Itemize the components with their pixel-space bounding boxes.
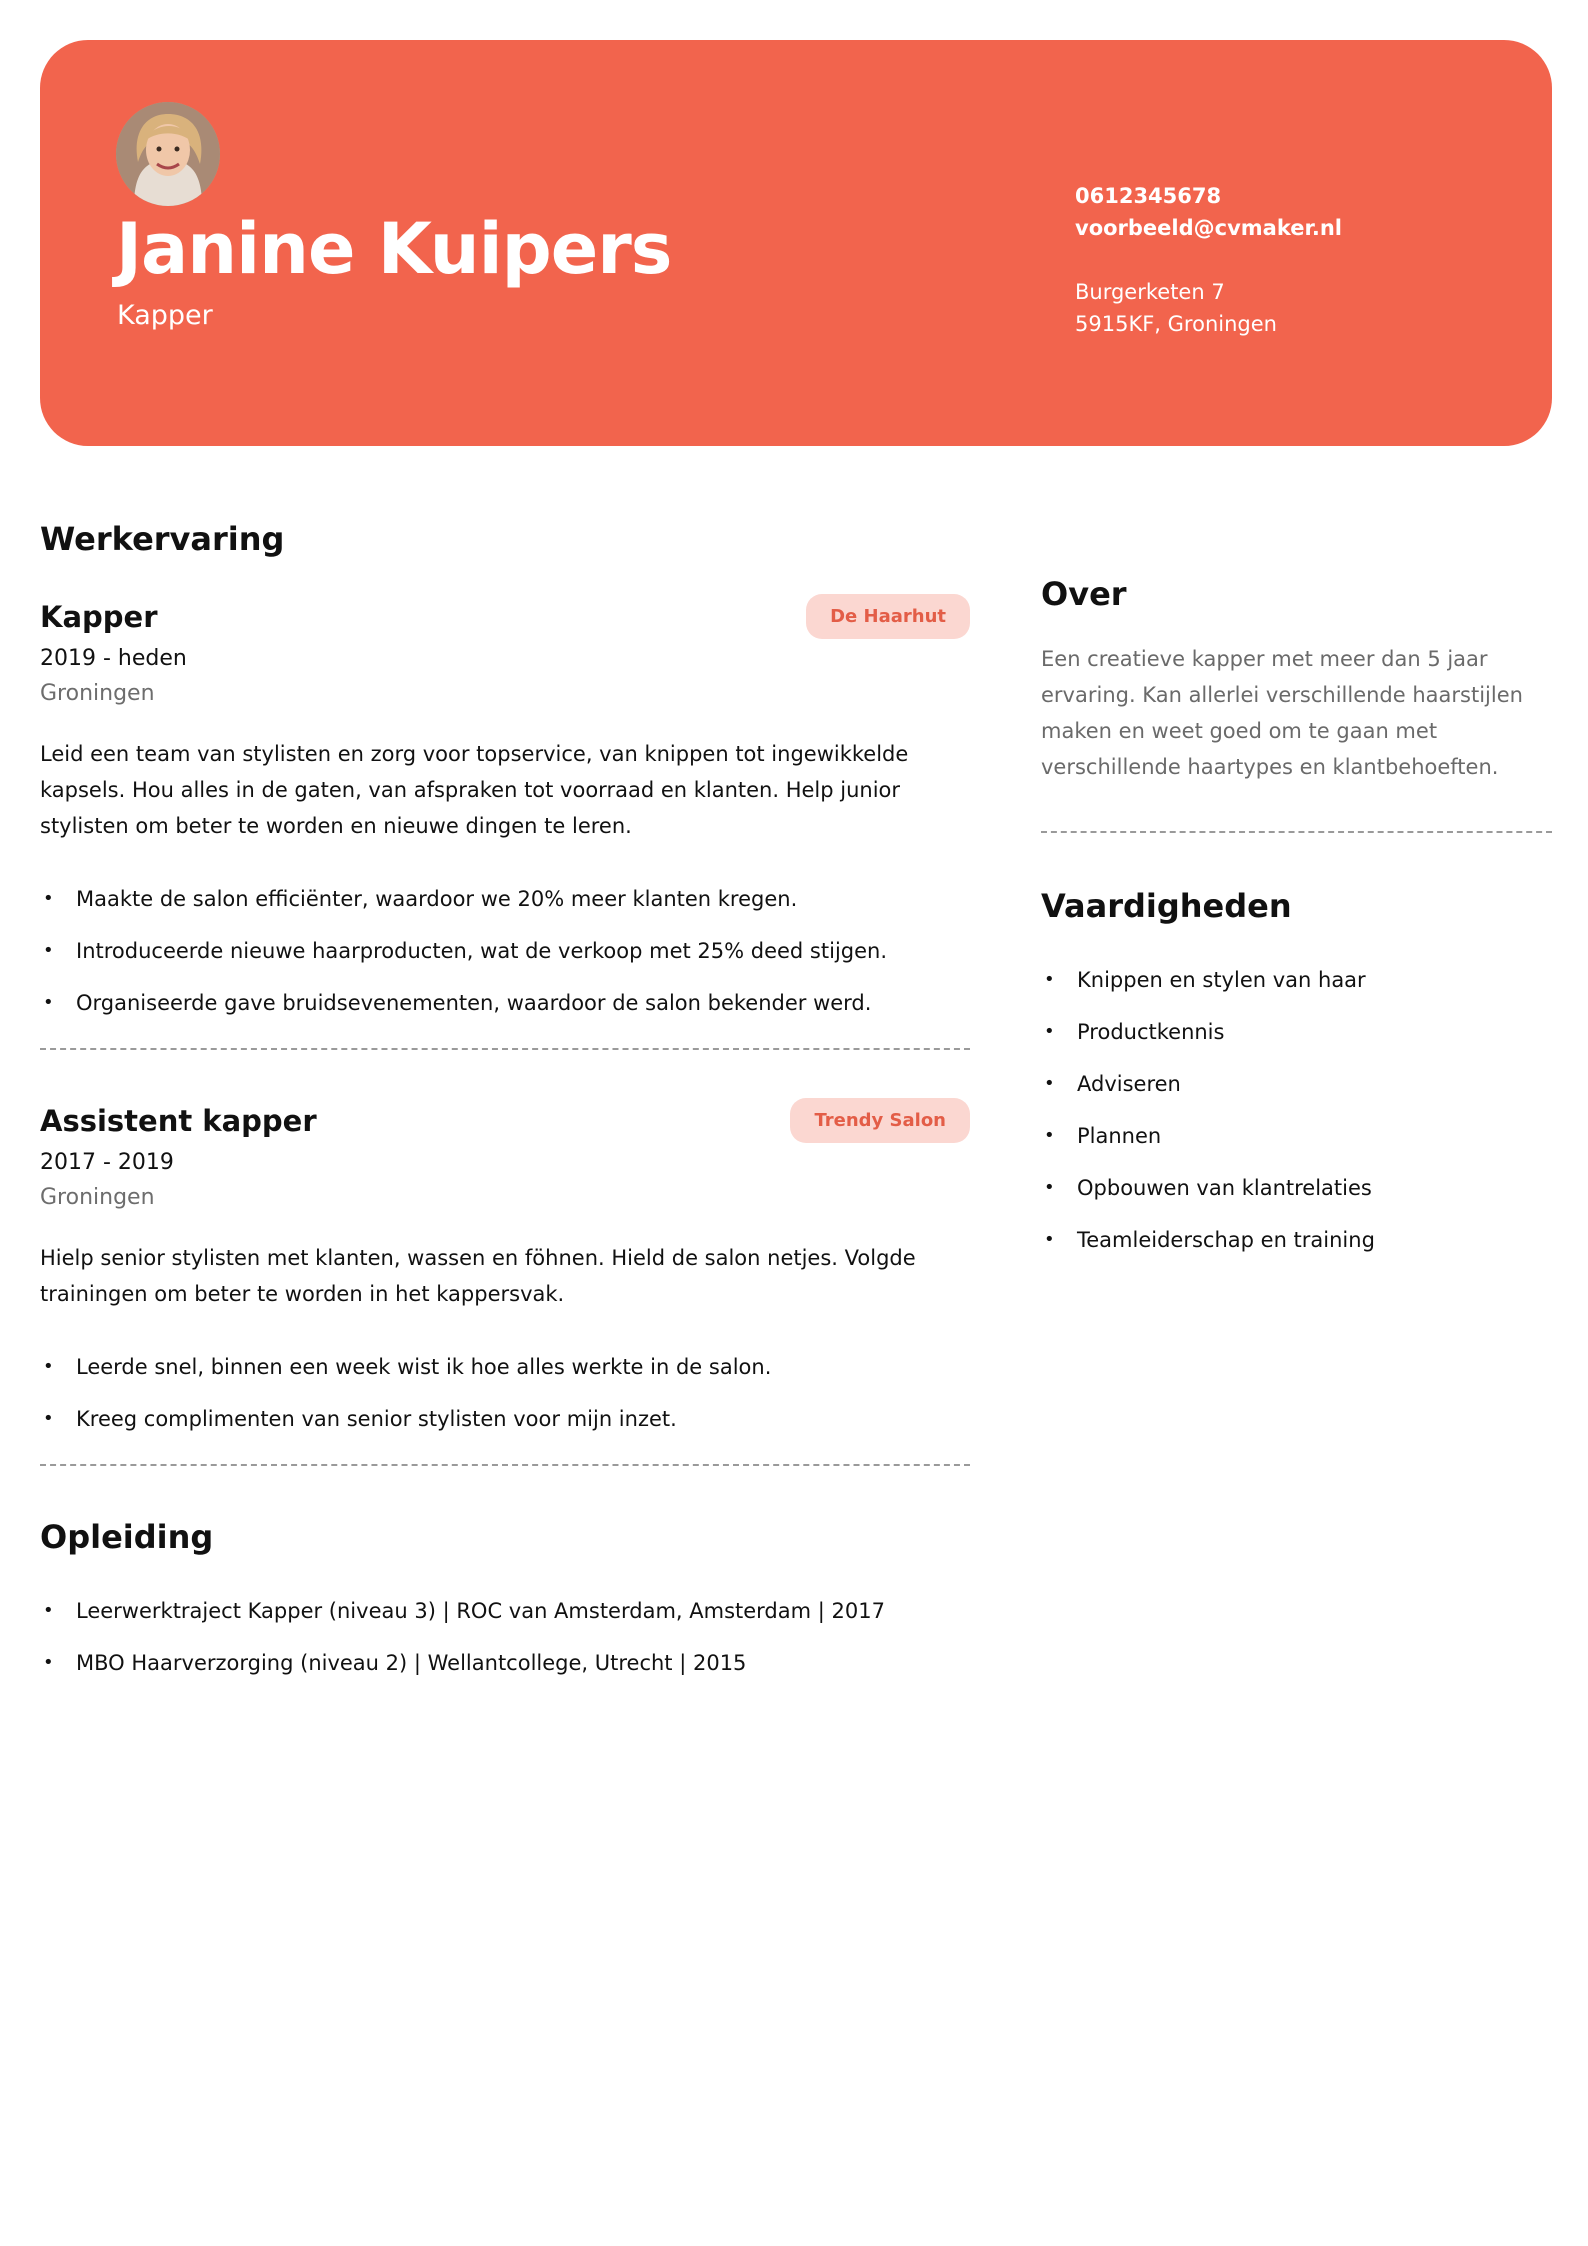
- about-heading: Over: [1041, 575, 1127, 613]
- list-item: • Leerde snel, binnen een week wist ik hoe alles werkte in de salon.: [40, 1352, 970, 1382]
- job-entry: [40, 1104, 970, 1434]
- job-title: Kapper: [40, 600, 158, 634]
- phone-number: 0612345678: [1075, 184, 1222, 208]
- contact-block: [1075, 180, 1342, 340]
- job-city: Groningen: [40, 1185, 155, 1210]
- about-text: Een creatieve kapper met meer dan 5 jaar ervaring. Kan allerlei verschillende haarstijlen maken en weet goed om te gaan met verschillende haartypes en klantbehoeften.: [1041, 647, 1523, 779]
- company-badge: De Haarhut: [806, 594, 970, 639]
- list-item: • Opbouwen van klantrelaties: [1041, 1173, 1552, 1203]
- list-item: • Maakte de salon efficiënter, waardoor we 20% meer klanten kregen.: [40, 884, 970, 914]
- address-line-1: Burgerketen 7: [1075, 280, 1225, 304]
- education-list: [40, 1596, 970, 1678]
- job-achievements: [40, 884, 970, 1018]
- job-city: Groningen: [40, 681, 155, 706]
- divider: [40, 1048, 970, 1050]
- skills-list: [1041, 965, 1552, 1255]
- portrait-image: [116, 102, 220, 206]
- job-description: Leid een team van stylisten en zorg voor topservice, van knippen tot ingewikkelde kapsels. Hou alles in de gaten, van afspraken tot voorraad en klanten. Help junior stylisten om beter te worden en nieuwe dingen te leren.: [40, 742, 909, 838]
- list-item: • Organiseerde gave bruidsevenementen, waardoor de salon bekender werd.: [40, 988, 970, 1018]
- email-address: voorbeeld@cvmaker.nl: [1075, 216, 1342, 240]
- list-item: • Productkennis: [1041, 1017, 1552, 1047]
- candidate-role: Kapper: [117, 300, 213, 331]
- divider: [40, 1464, 970, 1466]
- list-item: • Teamleiderschap en training: [1041, 1225, 1552, 1255]
- right-column: [1041, 575, 1552, 1277]
- job-achievements: [40, 1352, 970, 1434]
- divider: [1041, 831, 1552, 833]
- job-title: Assistent kapper: [40, 1104, 317, 1138]
- job-period: 2017 - 2019: [40, 1150, 174, 1175]
- address-line-2: 5915KF, Groningen: [1075, 312, 1277, 336]
- education-heading: Opleiding: [40, 1518, 214, 1556]
- job-entry: [40, 600, 970, 1018]
- work-experience-heading: Werkervaring: [40, 520, 285, 558]
- list-item: • Plannen: [1041, 1121, 1552, 1151]
- avatar: [116, 102, 220, 206]
- list-item: • Introduceerde nieuwe haarproducten, wat de verkoop met 25% deed stijgen.: [40, 936, 970, 966]
- company-badge: Trendy Salon: [790, 1098, 970, 1143]
- candidate-name: Janine Kuipers: [116, 208, 672, 290]
- header-banner: [40, 40, 1552, 446]
- skills-heading: Vaardigheden: [1041, 887, 1292, 925]
- job-period: 2019 - heden: [40, 646, 187, 671]
- left-column: [40, 520, 970, 1700]
- list-item: • MBO Haarverzorging (niveau 2) | Wellantcollege, Utrecht | 2015: [40, 1648, 970, 1678]
- list-item: • Adviseren: [1041, 1069, 1552, 1099]
- list-item: • Knippen en stylen van haar: [1041, 965, 1552, 995]
- list-item: • Leerwerktraject Kapper (niveau 3) | ROC van Amsterdam, Amsterdam | 2017: [40, 1596, 970, 1626]
- job-description: Hielp senior stylisten met klanten, wassen en föhnen. Hield de salon netjes. Volgde trainingen om beter te worden in het kappersvak.: [40, 1246, 916, 1306]
- list-item: • Kreeg complimenten van senior stylisten voor mijn inzet.: [40, 1404, 970, 1434]
